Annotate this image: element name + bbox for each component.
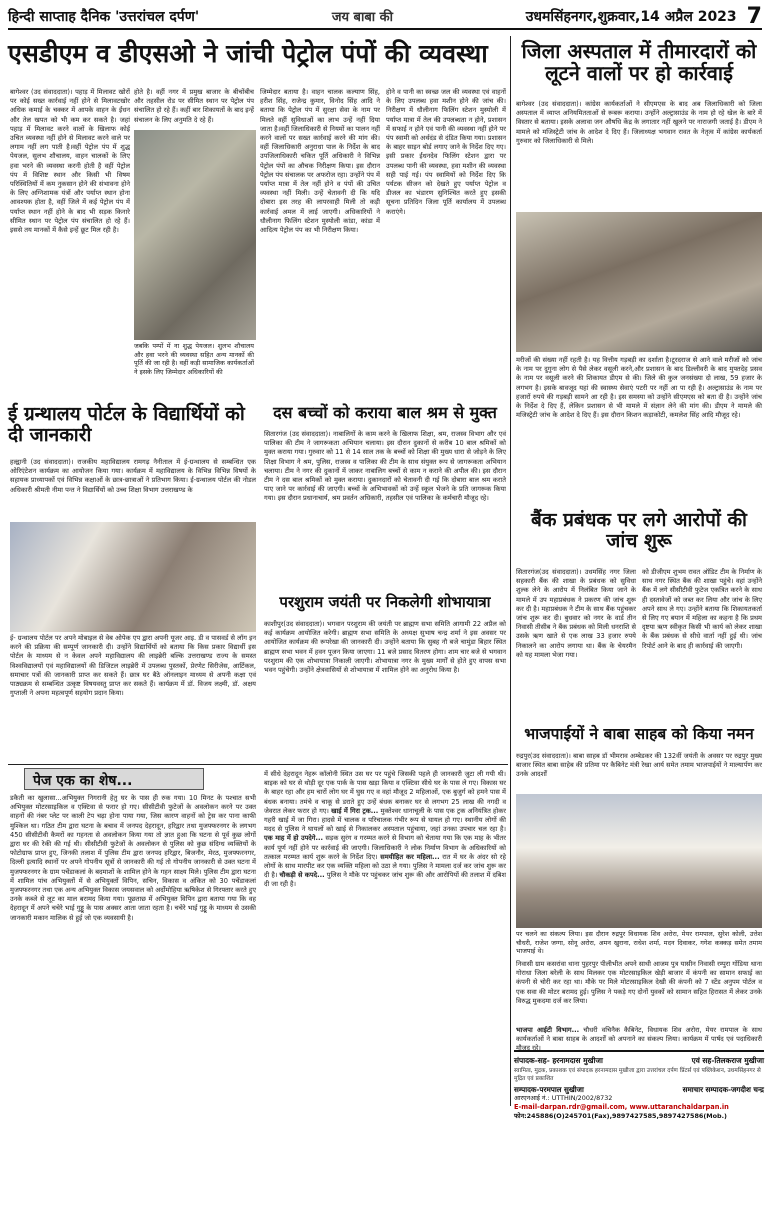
hospital-photo: [516, 212, 762, 352]
page-number: 7: [746, 3, 762, 29]
bachche-body: सितारगंज (उद संवाददाता)। नाबालिगों के काम करने के खिलाफ शिक्षा, श्रम, राजस्व विभाग और एवं पालिका की टीम ने जागरूकता अभियान चलाया। इस दौरान दुकानों से करीब 10 बाल श्रमिकों को मुक्त कराया गया। गुरुवार को 11 से 14 साल तक के बच्चों को शिक्षा की मुख्य धारा से जोड़ने के लिए शिक्षा विभाग ने श्रम, पुलिस, राजस्व व पालिका की टीम के साथ संयुक्त रूप से जागरूकता अभियान चलाया। टीम ने नगर की दुकानों में जाकर नाबालिग बच्चों से काम न कराने की अपील की। इस दौरान टीम ने दस बाल श्रमिकों को मुक्त कराया। दुकानदारों को चेतावनी दी गई कि दोबारा बाल श्रम कराते पाए जाने पर कार्रवाई की जाएगी। बच्चों के अभिभावकों को उन्हें स्कूल भेजने के प्रति जागरूक किया गया। इस दौरान प्रधानाचार्य, श्रम प्रवर्तन अधिकारी, तहसील एवं पालिका के कर्मचारी मौजूद रहे।: [264, 430, 506, 503]
imprint-text: स्वामित्व, मुद्रक, प्रकाशक एवं संपादक हरनामदास मुखीजा द्वारा उत्तरांचल दर्पण प्रिंटर्स एवं पब्लिकेशन, उधमसिंहनगर से मुद्रित एवं प्रकाशित: [514, 1068, 761, 1082]
imprint-phone: फोन:245886(O)245701(Fax),9897427585,9897427586(Mob.): [514, 1112, 727, 1120]
petrol-photo-caption: जबकि पम्पों में ना शुद्ध पेयजल। शुलभ शौचालय और हवा भरने की व्यवस्था सहित अन्य मानकों की पूर्ति की जा रही है। वहीं कड़ी सामाजिक कार्यकर्ताओं ने इसके लिए जिम्मेदार अधिकारियों की: [134, 342, 254, 376]
masthead-slogan: जय बाबा की: [331, 10, 394, 25]
continuation-column: [262, 770, 508, 1210]
masthead-date: उधमसिंहनगर,शुक्रवार,14 अप्रैल 2023: [525, 8, 737, 25]
continuation-sub1-body: मुक्तेश्वर धानाचूली के पास एक ट्रक अनियंत्रित होकर गहरी खाई में जा गिरा। हादसे में चालक व परिचालक गंभीर रूप से घायल हो गए। स्थानीय लोगों की मदद से पुलिस ने घायलों को खाई से निकालकर अस्पताल पहुंचाया, जहां उनका उपचार चल रहा है।: [264, 806, 506, 834]
petrol-col1: बागेश्वर (उद संवाददाता)। पहाड़ में मिलावट खोरों पर कोई सख्त कार्रवाई नहीं होने से मिलावटखोर अधिक कमाई के चक्कर में आपके वाहन के ईंधन और तेल खपत को भी कम कर सकते है। जहां पहाड़ में मिलावट करने वालों के खिलाफ कोई उचित व्यवस्था नहीं होने से मिलावट करने वाले पर लगाम नहीं लग पाती है।वहीं पेट्रोल पंप में शुद्ध पेयजल, सुलभ शौचालय, वाहन चालकों के लिए हवा भरने की व्यवस्था करनी होती है वहीं पेट्रोल पंप में विशिष्ट स्थान और किसी भी विषम परिस्थितियों में कम नुकसान होने की संभावना होने के लिए अग्निशामक यंत्रों और पर्याप्त स्थान होना आवश्यक होता है, वहीं जिले में कई पेट्रोल पंप में पर्याप्त स्थान नहीं होने के बाद भी सड़क किनारे सीमित स्थान पर पेट्रोल पंप संचालित हो रहे हैं। इससे तय मानकों में कैसे इन्हें छूट मिल रही है।: [10, 88, 130, 235]
parshuram-body: काशीपुर(उद संवाददाता)। भगवान परशुराम की जयंती पर ब्राह्मण सभा समिति आगामी 22 अप्रैल को कई कार्यक्रम आयोजित करेगी। ब्राह्मण सभा समिति के अध्यक्ष सुभाष चन्द्र शर्मा ने इस अवसर पर आयोजित कार्यक्रम की रूपरेखा की जानकारी दी। उन्होंने बताया कि सुबह नौ बजे चामुंडा बिहार स्थित ब्राह्मण सभा भवन में हवन पूजन किया जाएगा। 11 बजे प्रसाद वितरण होगा। शाम चार बजे से भगवान परशुराम की एक शोभायात्रा निकाली जाएगी। शोभायात्रा नगर के मुख्य मार्गों से होते हुए वापस सभा भवन पहुंचेगी। उन्होंने क्षेत्रवासियों से शोभायात्रा में शामिल होने का अनुरोध किया है।: [264, 620, 506, 675]
continuation-lead: में सीधे देहरादून नेहरू कॉलोनी स्थित उस घर पर पहुंचे जिसकी पहले ही जानकारी जुटा ली गयी थी। बाइक को घर से थोड़ी दूर एक पार्क के पास खड़ा किया व एक्टिवा सीधे घर के पास ले गए। विकास घर के बाहर रहा और हम चारों लोग घर में घुस गए व वहां मौजूद 2 महिलाओं, एक बुजुर्ग को हमने पास में बंधक बनाया। तमंचे व चाकू से डराते हुए उन्हें बंधक बनाकर घर से लगभग 25 लाख की नगदी व जेवरात लेकर फरार हो गए।: [264, 770, 506, 815]
hospital-body: मरीजों की संख्या नहीं रहती है। यह वित्तीय गड़बड़ी का दर्शाता है।टूरदराज से आने वाले मरीजों को जांच के नाम पर दुगुना लोग से पैसे लेकर वसूली करने,और प्रशासन के बाद डिल्लीवरी के बाद मुफ्तदेह प्रसव के नाम पर वसूली करने की शिकायत डीएम से की। जिले की कुल जनसंख्या दो लाख, 59 हजार के लगभग है। इसके बावजूद यहां की स्वास्थ्य सेवाएं पटरी पर नहीं आ पा रही है। अल्ट्रासाउंड के नाम पर हजारों रुपये की गड़बड़ी सामने आ रही है। इस समस्या को उन्होंने सीएमएस को बता दी है। उन्होंने जांच के निर्देश दे दिए हैं, लेकिन प्रशासन से भी मामले में संज्ञान लेने की मांग की। डीएम ने मामले की मजिस्ट्रेटी जांच के आदेश दे दिए हैं। इस दौरान किशन कड़ाकोटी, कमलेश सिंह आदि मौजूद रहे।: [516, 356, 762, 420]
hospital-lead: बागेश्वर (उद संवाददाता)। कांग्रेस कार्यकर्ताओं ने सीएमएस के बाद अब जिलाधिकारी को जिला अस्पताल में व्याप्त अनियमितताओं से रूबरू कराया। उन्होंने अल्ट्रासाउंड के नाम हो रहे खेल के बारे में विस्तार से बताया। इसके अलावा जन औषधि केंद्र के लगातार नहीं खुलने पर नाराजगी जताई है। डीएम ने मामले को मजिस्ट्रेटी जांच के आदेश दे दिए हैं। जिलाध्यक्ष भगवान रावत के नेतृत्व में कांग्रेस कार्यकर्ता गुरुवार को जिलाधिकारी से मिले।: [516, 100, 762, 145]
imprint-box: [514, 1050, 764, 1220]
ambedkar-sub-title: भाजपा आईटी विभाग...: [516, 1026, 580, 1034]
column-divider: [510, 36, 511, 1106]
imprint-editor: संपादक-सह- हरनामदास मुखीजा: [514, 1056, 603, 1065]
ambedkar-headline: भाजपाईयों ने बाबा साहब को किया नमन: [524, 725, 754, 743]
masthead: [8, 4, 762, 30]
petrol-col3: जिम्मेदार बताया है। वाहन चालक कल्याण सिंह, हरीश सिंह, राजेन्द्र कुमार, विनोद सिंह आदि ने बताया कि पेट्रोल पंप में सुरक्षा सेवा के नाम पर मिलते वहीं सुविधाओं का लाभ उन्हें नहीं दिया जाता है।वहीं जिलाधिकारी से नियमों का पालन नहीं करने वालों पर सख्त कार्रवाई करने की मांग की।वहीं जिलाधिकारी अनुराधा पाल के निर्देश के बाद उपजिलाधिकारी चकित पूर्ति अधिकारी ने विभिन्न पेट्रोल पंपों का औचक निरीक्षण किया। इस दौरान पेट्रोल पंप संचालक पर अफरोज रहा। उन्होंने पंप में पर्याप्त मात्रा में तेल नहीं होने व पंपों की उचित व्यवस्था नहीं मिली। उन्हें चेतावनी दी कि यदि दोबारा इस तरह की लापरवाही मिली तो कड़ी कार्रवाई अमल में लाई जाएगी। अधिकारियों ने धौलीनाग फिलिंग स्टेशन मुस्योली कांडा, कांडा में आदित्य पेट्रोल पंप का भी निरीक्षण किया।: [260, 88, 380, 235]
bank-col1: सितारगंज(उद संवाददाता)। उधमसिंह नगर जिला सहकारी बैंक की शाखा के प्रबंधक को सुविधा शुल्क लेने के आरोप में निलंबित किया जाने के मामले में उप महाप्रबंधक ने प्रकरण की जांच शुरू कर दी है। महाप्रबंधक ने टीम के साथ बैंक पहुंचकर जांच शुरू कर दी। बुधवार को नगर के वार्ड तीन निवासी तीसीब ने बैंक प्रबंधक को मिली धनराशि से उसके ऋण खाते से एक लाख 33 हजार रुपये निकालने का आरोप लगाया था। बैंक के चेयरमैन को यह मामला भेजा गया।: [516, 568, 636, 659]
bank-col2: को डीजीएम शुभम रावत ऑडिट टीम के निर्माण के साथ नगर स्थित बैंक की शाखा पहुंचे। वहां उन्होंने बैंक में लगे सीसीटीवी फुटेज एकत्रित करने के साथ ही दस्तावेजों को जब्त कर लिया और जांच के लिए अपने साथ ले गए। उन्होंने बताया कि शिकायतकर्ता से लिए गए बयान में महिला का कहना है कि प्रथम दृष्टया ऋण स्वीकृत किसी भी कार्य को लेकर शाखा के बैंक प्रबंधक से सीधे वार्ता नहीं हुई थी। जांच रिपोर्ट आने के बाद ही कार्रवाई की जाएगी।: [642, 568, 762, 650]
pej-banner: पेज एक का शेष...: [24, 768, 204, 790]
petrol-headline: एसडीएम व डीएसओ ने जांची पेट्रोल पंपों की व्यवस्था: [8, 39, 488, 68]
egranthalaya-headline: ई ग्रन्थालय पोर्टल के विद्यार्थियों को दी जानकारी: [8, 403, 245, 446]
imprint-row2: [514, 1085, 764, 1094]
imprint-sampadak: सम्पादक-परमपाल सुखीजा: [514, 1085, 584, 1094]
imprint-rni: आरएनआई नं.: UTTHIN/2002/8732: [514, 1094, 613, 1102]
section-divider: [8, 764, 508, 765]
egranthalaya-photo: [10, 522, 256, 632]
ambedkar-lead: रुद्रपुर(उद संवाददाता)। बाबा साहब डॉ भीमराव अम्बेडकर की 132वीं जयंती के अवसर पर रुद्रपुर मुख्य बाजार स्थित बाबा साहेब की प्रतिमा पर कैबिनेट मंत्री रेखा आर्य समेत तमाम भाजपाईयों ने माल्यार्पण कर उनके आदर्शों: [516, 752, 762, 779]
ambedkar-body: निवासी ग्राम कसरांवा थाना पुहरपुर पीलीभीत अपने साथी आजम पुत्र यासीन निवासी रम्पुरा गोंडिया थाना गोराधा जिला बरेली के साथ मिलकर एक मोटरसाइकिल खेड़ी बाजार में कंपनी का सामान सफाई का कंपनी से चोरी कर रहा था। मौके पर मिले मोटरसाइकिल देखी की कंपनी को 7 स्टेंड अनुपम पोर्टल व एक सवा की मोटर बरामद हुई। पुलिस ने पकड़े गए दोनों युवकों को सामान सहित हिरासत में लेकर उनके विरुद्ध मुकदमा दर्ज कर लिया।: [516, 960, 762, 1005]
hospital-headline: जिला अस्पताल में तीमारदारों को लूटने वालों पर हो कार्रवाई: [521, 39, 757, 85]
bachche-headline: दस बच्चों को कराया बाल श्रम से मुक्त: [273, 403, 497, 422]
imprint-coeditor: एवं सह-तिलकराज मुखीजा: [691, 1056, 764, 1065]
masthead-paper-name: हिन्दी साप्ताह दैनिक 'उत्तरांचल दर्पण': [8, 8, 200, 25]
bank-headline: बैंक प्रबंधक पर लगे आरोपों की जांच शुरू: [531, 509, 747, 552]
petrol-photo: [134, 130, 256, 340]
continuation-sub3-body: रात में घर के अंदर सो रहे लोगों के साथ मारपीट कर एक व्यक्ति महिला को उठा ले गया। पुलिस ने मामला दर्ज कर जांच शुरू कर दी है।: [264, 852, 506, 880]
ambedkar-sub: [514, 1026, 764, 1053]
ambedkar-caption: पर चलने का संकल्प लिया। इस दौरान रुद्रपुर विधायक शिव अरोरा, मेयर रामपाल, सुरेश कोली, उत्तेश चौधरी, राजेश जग्गा, सोनू अरोरा, अमन खुराना, राधेश शर्मा, मदन दिवाकर, गगेश कक्कड़ समेत तमाम भाजपाई थे।: [516, 930, 762, 956]
imprint-email: E-mail-darpan.rdr@gmail.com, www.uttaranchaldarpan.in: [514, 1103, 729, 1111]
continuation-sub3-title: समयीहित कर महिला...: [380, 852, 440, 861]
imprint-row1: [514, 1056, 764, 1065]
masthead-right: [526, 4, 762, 29]
ambedkar-sub-body: चौधरी वचिनैक कैबिनेट, विधायक शिव अरोरा, मेयर रामपाल के साथ कार्यकर्ताओं ने बाबा साहब के आदर्शों को अपनाने का संकल्प लिया। कार्यक्रम में पार्षद एवं पदाधिकारी मौजूद रहे।: [516, 1026, 762, 1053]
continuation-sub1-title: खाई में गिरा ट्रक...: [331, 806, 379, 815]
petrol-col2: होते है। वहीं नगर में प्रमुख बाजार के बीचोंबीच और तहसील रोड पर सीमित स्थान पर पेट्रोल पंप संचालित हो रहे हैं। कहीं बार शिकायतों के बाद इन्हें संचालन के लिए अनुमति दे रहे हैं।: [134, 88, 255, 124]
egranthalaya-lead: हल्द्वानी (उद संवाददाता)। राजकीय महाविद्यालय रामगढ़ नैनीताल में ई-ग्रन्थालय से सम्बन्धित एक ओरिएंटेशन कार्यक्रम का आयोजन किया गया। कार्यक्रम में महाविद्यालय के विभिन्न विभिन्न विषयों के सहायक प्राध्यापकों एवं विभिन्न कक्षाओं के छात्र-छात्राओं ने प्रतिभाग किया। ई-ग्रन्थालय पोर्टल की नोडल अधिकारी श्रीमती नीमा पन्त ने विद्यार्थियों को उच्च शिक्षा विभाग उत्तराखण्ड के: [10, 458, 256, 494]
ambedkar-photo: [516, 794, 762, 928]
pej-body: डकैती का खुलासा...अभियुक्त निगरानी हेतु घर के पास ही रुक गया। 10 मिनट के पश्चात सभी अभियुक्त मोटरसाइकिल व एक्टिवा से फरार हो गए। सीसीटीवी फुटेजों के अवलोकन करने पर उक्त वाहनों की नंबर प्लेट पर काली टेप चढ़ा होना पाया गया, जिस कारण वाहनों को ट्रेस कर पाना काफी मुश्किल था। गठित टीम द्वारा घटना के बचाव में जनपद देहरादून, हरिद्वार तथा मुजफ्फरनगर के लगभग 450 सीसीटीवी कैमरों का गहनता से अवलोकन किया गया तो ज्ञात हुआ कि घटना से पूर्व कुछ लोगों द्वारा घर की रेकी की गई थी। सीसीटीवी फुटेजों के अवलोकन से पुलिस को कुछ संदिग्ध व्यक्तियों के फोटोग्राफ प्राप्त हुए, जिनकी तलाश में पुलिस टीम द्वारा जनपद हरिद्वार, बिजनौर, मेरठ, मुजफ्फरनगर, दिल्ली इत्यादि स्थानों पर अपने गोपनीय सूत्रों से जानकारी की गई तो गोपनीय जानकारी से उक्त घटना में मुजफ्फरनगर के ग्राम पचेंडाकलां के बदमाशों के शामिल होने के गहन साक्ष्य मिले। पुलिस टीम द्वारा घटना में शामिल पांच अभियुक्तों में से अभियुक्तों विपिन, सचिन, विकास व अंकित को 30 पचेंडाकलां मुजफ्फरनगर तथा एक अन्य अभियुक्त विकास जयसवाल को अर्दोमोहिया ऋषिकेश से गिरफ्तार करते हुए उनके कब्जे से लूट का माल बरामद किया गया। पूछताछ में अभियुक्त विपिन द्वारा बताया गया कि वह देहरादून में अपने चचेरे भाई गुड्डू के पास अक्सर आता जाता रहता है। चचेरे भाई गुड्डू के माध्यम से उसकी जानकारी मकान मालिक से हुई जो एक व्यवसायी है।: [10, 794, 256, 922]
imprint-news-editor: समाचार सम्पादक-जगदीश चन्द्र: [682, 1085, 764, 1094]
continuation-sub4-body: पुलिस ने मौके पर पहुंचकर जांच शुरू की और आरोपियों की तलाश में दबिश दी जा रही है।: [264, 871, 506, 889]
continuation-sub2-title: एक माह में हो उपदेगे...: [264, 834, 324, 843]
continuation-sub2-body: सड़क सुरंग व गरम्मत करने से विभाग को चेताया गया कि एक माह के भीतर कार्य पूर्ण नहीं होने पर कार्रवाई की जाएगी। जिलाधिकारी ने लोक निर्माण विभाग के अधिकारियों को तत्काल मरम्मत कार्य शुरू करने के निर्देश दिए।: [264, 834, 506, 861]
egranthalaya-body: ई- ग्रन्थालय पोर्टल पर अपने मोबाइल से वेब ओपेक एप द्वारा अपनी यूजर आइ. डी व पासवर्ड से लॉग इन करने की प्रक्रिया की सम्पूर्ण जानकारी दी। उन्होंने विद्यार्थियों को बताया कि किस प्रकार विद्यार्थी इस पोर्टल के माध्यम से न केवल अपने महाविद्यालय की लाइब्रेरी बल्कि उत्तराखण्ड राज्य के समस्त विश्वविद्यालयों एवं महाविद्यालयों की डिजिटल लाइब्रेरी में उपलब्ध पुस्तकों, प्रेरणेट सिरीजेस, आर्टिकल, समाचार पत्रों की जानकारी प्राप्त कर सकते हैं। छात्र घर बैठे ऑनलाइन माध्यम से अपनी कक्षा एवं पाठ्यक्रम से सम्बन्धित उत्कृष्ट विषयवस्तु प्राप्त कर सकते हैं। कार्यक्रम में डॉ. विजय लक्ष्मी, डॉ. अक्षय गुप्ताली ने अपना महत्वपूर्ण सहयोग प्रदान किया।: [10, 634, 256, 698]
continuation-sub4-title: चौकड़ी से कपदे...: [279, 871, 325, 880]
parshuram-headline: परशुराम जयंती पर निकलेगी शोभायात्रा: [279, 593, 491, 611]
petrol-col4: होने व पानी का स्वच्छ जल की व्यवस्था एवं वाहनों के लिए उपलब्ध हवा मशीन होने की जांच की। निरीक्षण में धौलीनाग फिलिंग स्टेशन मुस्योली में पर्याप्त मात्रा में तेल की उपलब्धता न होने, प्रशासन में सफाई न होने एवं पानी की व्यवस्था नहीं होने पर पंप स्वामी को अर्थदंड से दंडित किया गया। प्रशासन के बाहर साइन बोर्ड लगाए जाने के निर्देश दिए गए। इसी प्रकार ईंधनदेव फिलिंग स्टेशन द्वारा पर उपलब्ध पानी की व्यवस्था, हवा मशीन की व्यवस्था सही पाई गई। पंप स्वामियों को निर्देश दिए कि पर्यटक सीजन को देखते हुए पर्याप्त पेट्रोल व डीजल का भंडारण सुनिश्चित करते हुए इसकी सूचना प्रतिदिन जिला पूर्ति कार्यालय में उपलब्ध कराएंगे।: [386, 88, 506, 216]
